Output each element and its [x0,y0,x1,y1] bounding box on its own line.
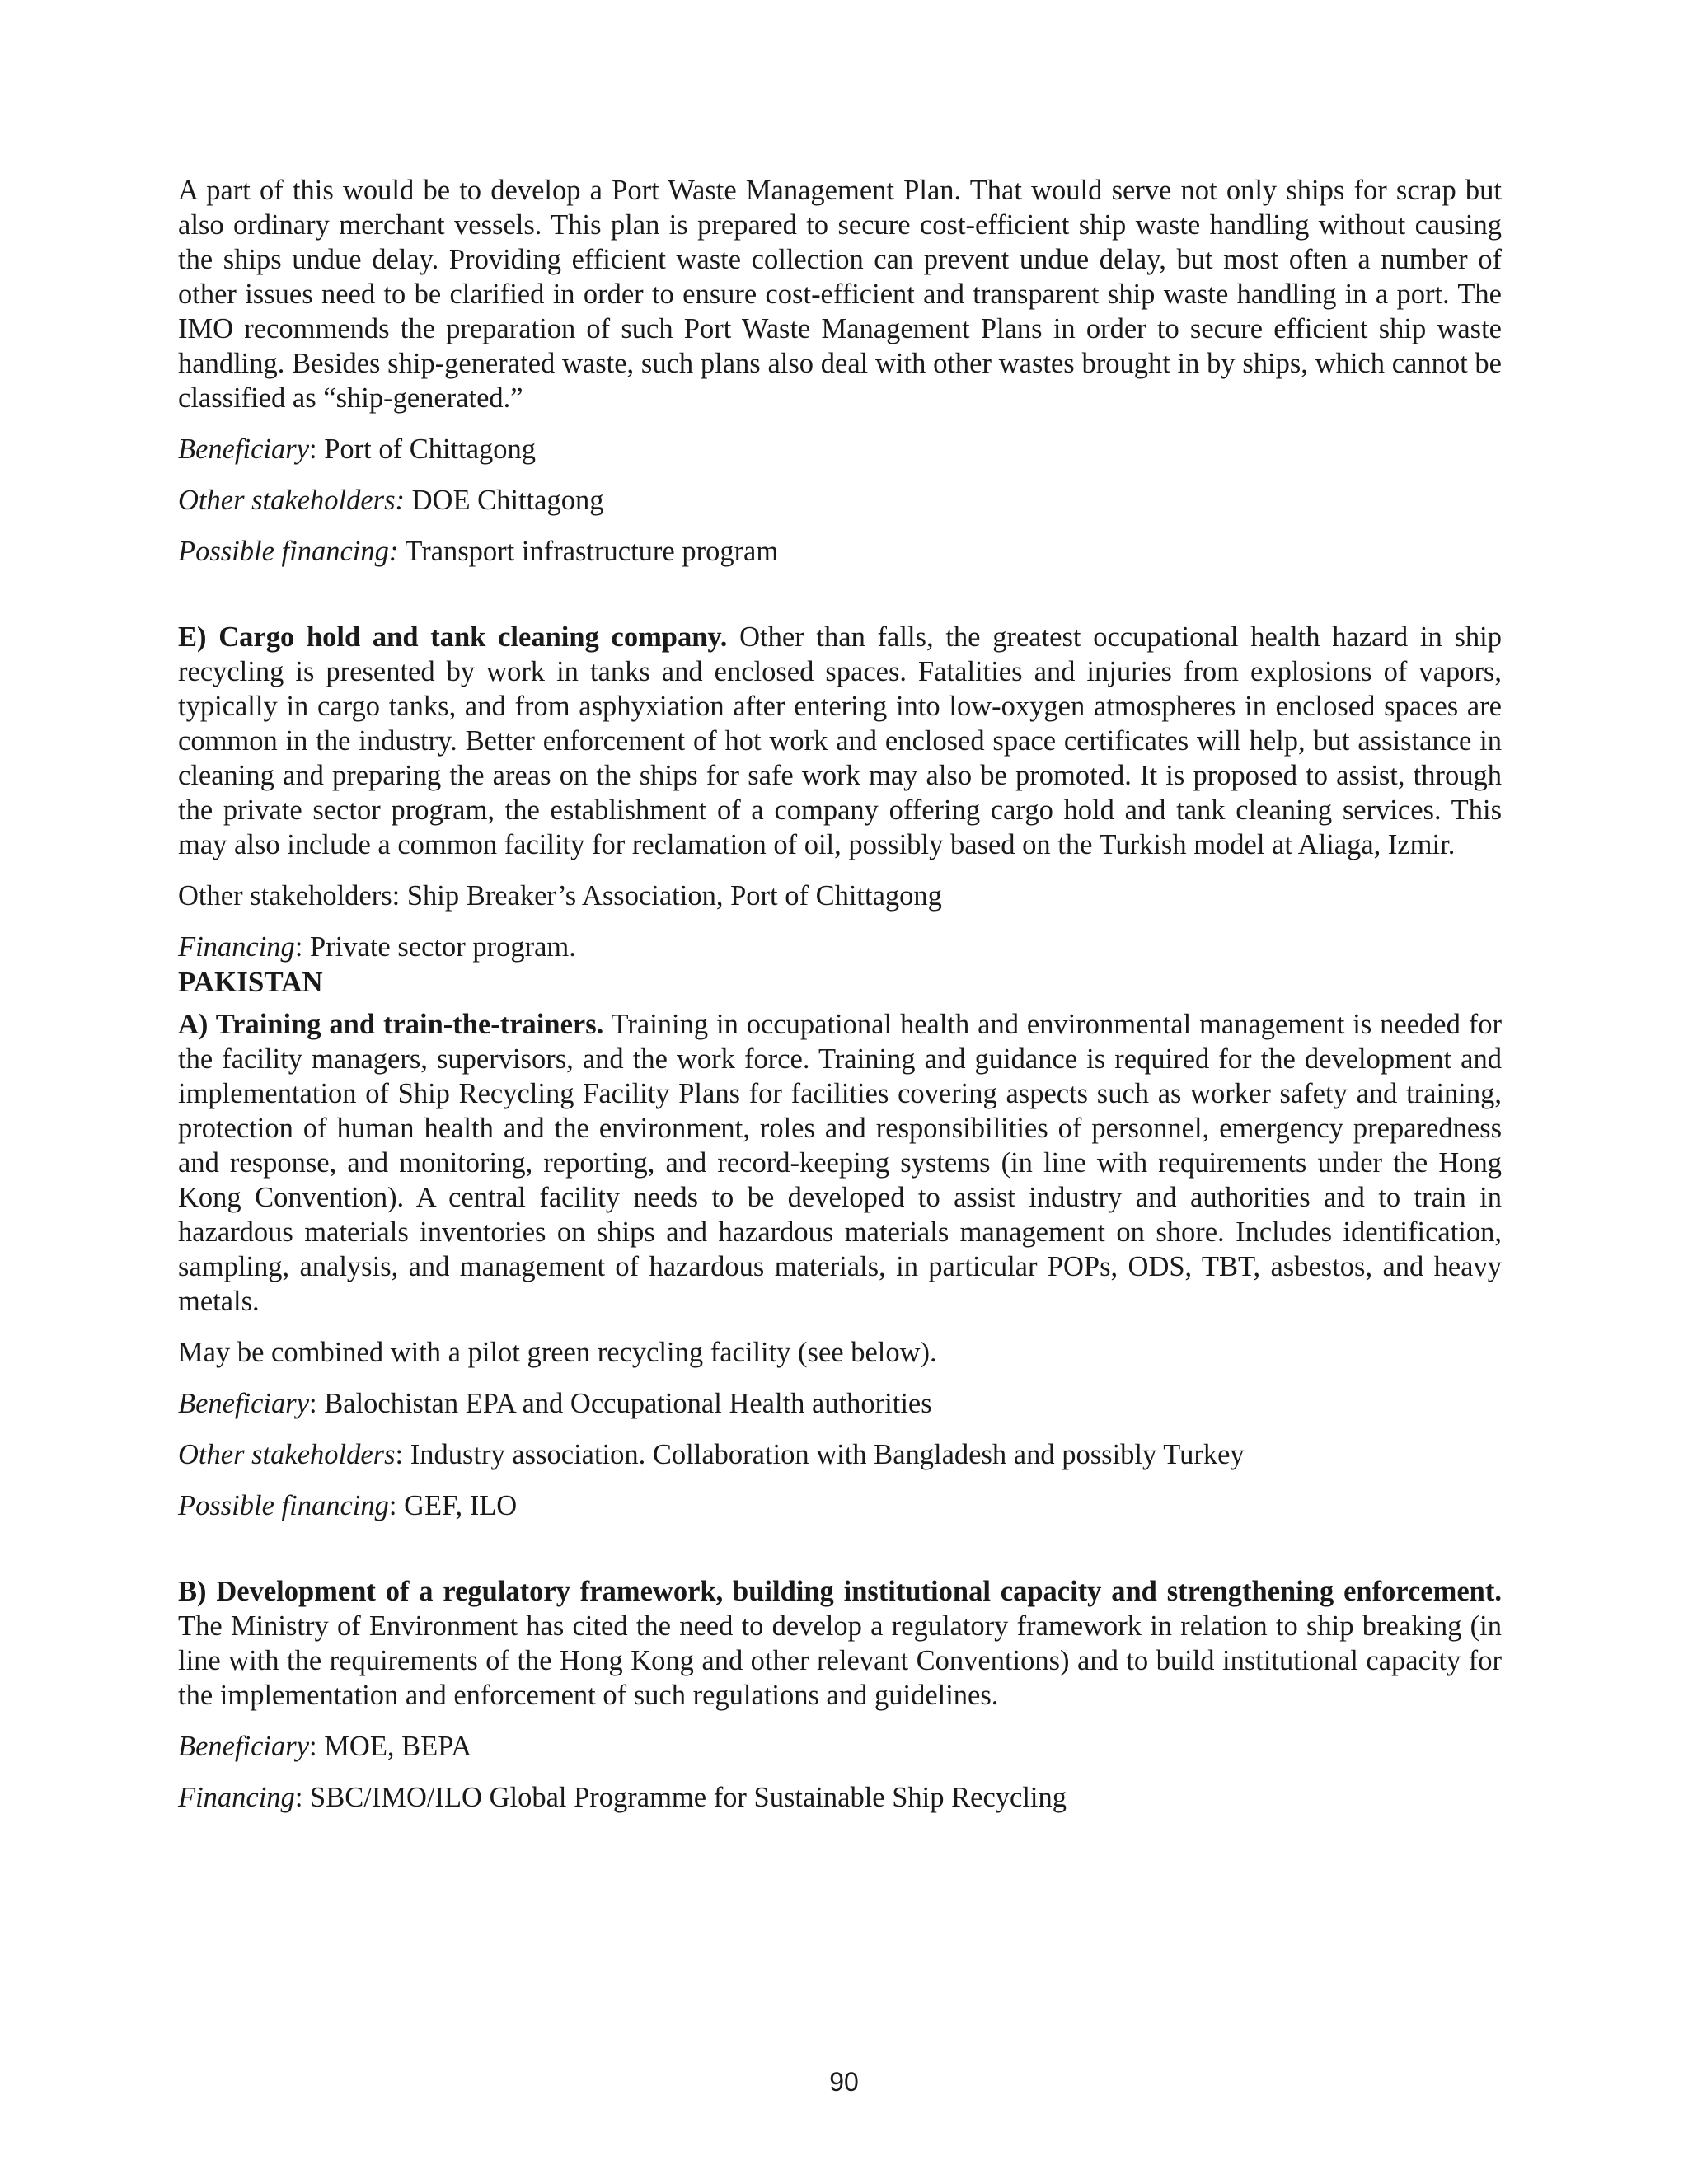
port-waste-stakeholders [178,483,1502,518]
beneficiary-value: : MOE, BEPA [309,1731,472,1762]
stakeholders-label: Other stakeholders: [178,485,405,516]
port-waste-beneficiary [178,432,1502,466]
financing-value: : Private sector program. [294,931,576,963]
cargo-cleaning-stakeholders: Other stakeholders: Ship Breaker’s Association, Port of Chittagong [178,880,942,912]
financing-label: Possible financing: [178,536,399,567]
training-beneficiary [178,1386,1502,1421]
beneficiary-label: Beneficiary [178,1731,310,1762]
beneficiary-value: : Balochistan EPA and Occupational Health authorities [309,1388,932,1419]
stakeholders-value: : Industry association. Collaboration with Bangladesh and possibly Turkey [395,1439,1245,1470]
section-heading-pakistan: PAKISTAN [178,966,323,998]
training-body: Training in occupational health and environmental management is needed for the facility managers, supervisors, and the work force. Training and guidance is required for the development and implementation of Ship Recycling Facility Plans for facilities covering aspects such as worker safety and training, protection of human health and the environment, roles and responsibilities of personnel, emergency preparedness and response, and monitoring, reporting, and record-keeping systems (in line with requirements under the Hong Kong Convention). A central facility needs to be developed to assist industry and authorities and to train in hazardous materials inventories on ships and hazardous materials management on shore. Includes identification, sampling, analysis, and management of hazardous materials, in particular POPs, ODS, TBT, asbestos, and heavy metals. [178,1009,1502,1317]
page-content [178,173,1502,1815]
cargo-cleaning-body: Other than falls, the greatest occupational health hazard in ship recycling is presented by work in tanks and enclosed spaces. Fatalities and injuries from explosions of vapors, typically in cargo tanks, and from asphyxiation after entering into low-oxygen atmospheres in enclosed spaces are common in the industry. Better enforcement of hot work and enclosed space certificates will help, but assistance in cleaning and preparing the areas on the ships for safe work may also be promoted. It is proposed to assist, through the private sector program, the establishment of a company offering cargo hold and tank cleaning services. This may also include a common facility for reclamation of oil, possibly based on the Turkish model at Aliaga, Izmir. [178,621,1502,860]
stakeholders-value: DOE Chittagong [405,485,604,516]
beneficiary-value: : Port of Chittagong [309,434,537,465]
training-financing [178,1488,1502,1523]
cargo-cleaning-financing [178,930,1502,964]
training-note: May be combined with a pilot green recycling facility (see below). [178,1337,937,1368]
training-title: A) Training and train-the-trainers. [178,1009,604,1040]
regulatory-body: The Ministry of Environment has cited the need to develop a regulatory framework in relation to ship breaking (in line with the requirements of the Hong Kong and other relevant Conventions) and to build institutional capacity for the implementation and enforcement of such regulations and guidelines. [178,1610,1502,1711]
regulatory-beneficiary [178,1729,1502,1764]
cargo-cleaning-title: E) Cargo hold and tank cleaning company. [178,621,728,653]
regulatory-title: B) Development of a regulatory framework, building institutional capacity and strengthening enforcement. [178,1576,1502,1607]
beneficiary-label: Beneficiary [178,434,310,465]
financing-label: Financing [178,1782,295,1813]
financing-value: : SBC/IMO/ILO Global Programme for Sustainable Ship Recycling [294,1782,1067,1813]
port-waste-financing [178,534,1502,569]
financing-value: : GEF, ILO [388,1490,518,1521]
port-waste-paragraph: A part of this would be to develop a Port Waste Management Plan. That would serve not only ships for scrap but also ordinary merchant vessels. This plan is prepared to secure cost-efficient ship waste handling without causing the ships undue delay. Providing efficient waste collection can prevent undue delay, but most often a number of other issues need to be clarified in order to ensure cost-efficient and transparent ship waste handling in a port. The IMO recommends the preparation of such Port Waste Management Plans in order to secure efficient ship waste handling. Besides ship-generated waste, such plans also deal with other wastes brought in by ships, which cannot be classified as “ship-generated.” [178,175,1502,414]
cargo-cleaning-paragraph [178,620,1502,862]
financing-label: Possible financing [178,1490,389,1521]
training-paragraph [178,1007,1502,1319]
stakeholders-label: Other stakeholders [178,1439,396,1470]
regulatory-paragraph [178,1574,1502,1713]
financing-label: Financing [178,931,295,963]
regulatory-financing [178,1780,1502,1815]
page-number: 90 [829,2067,859,2097]
financing-value: Transport infrastructure program [398,536,779,567]
beneficiary-label: Beneficiary [178,1388,310,1419]
training-stakeholders [178,1437,1502,1472]
